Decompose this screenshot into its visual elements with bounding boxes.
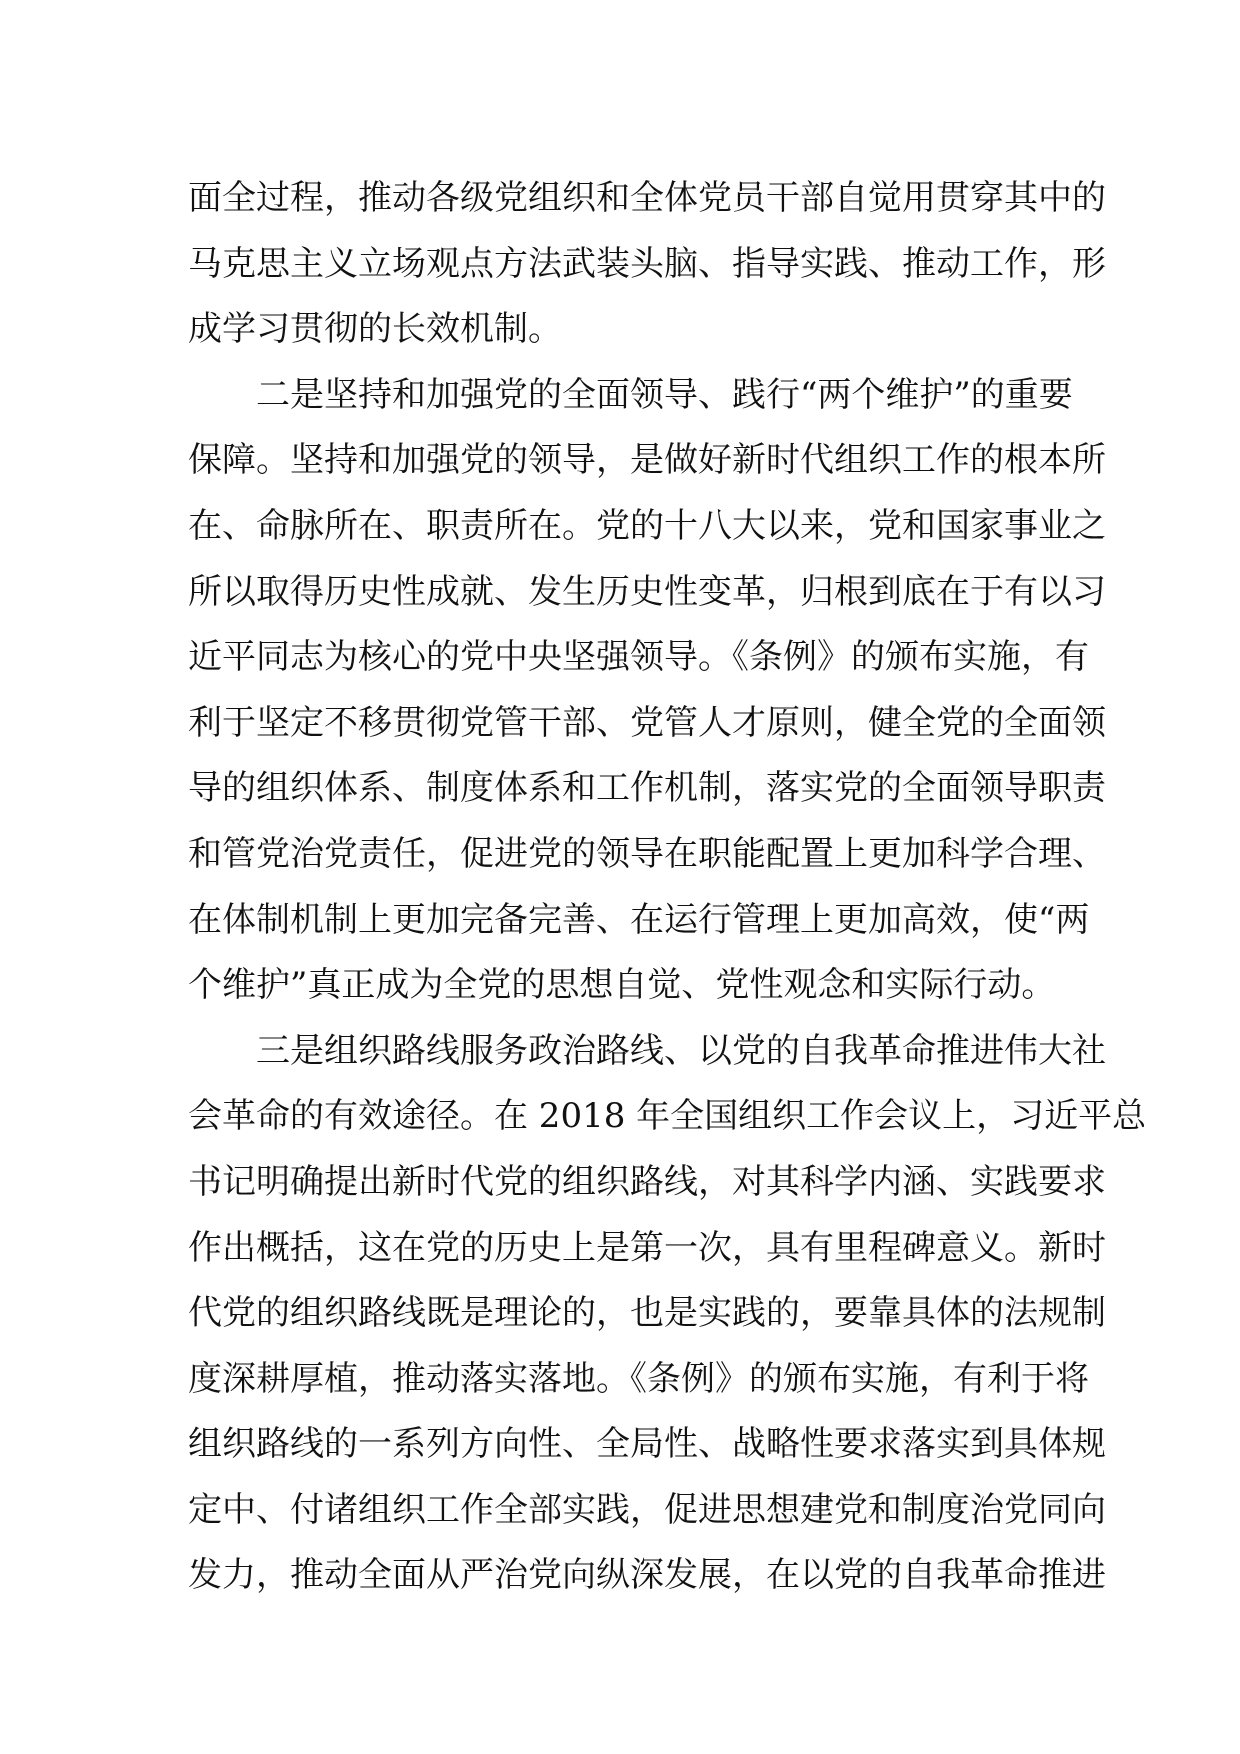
text-line: 会革命的有效途径。在 2018 年全国组织工作会议上，习近平总 [188,1096,1147,1137]
text-line: 代党的组织路线既是理论的，也是实践的，要靠具体的法规制 [188,1293,1106,1334]
text-line: 在、命脉所在、职责所在。党的十八大以来，党和国家事业之 [188,505,1106,546]
text-line: 在体制机制上更加完备完善、在运行管理上更加高效，使“两 [188,899,1090,940]
text-line: 成学习贯彻的长效机制。 [188,309,562,350]
text-line: 马克思主义立场观点方法武装头脑、指导实践、推动工作，形 [188,243,1106,284]
paragraph-first-line: 三是组织路线服务政治路线、以党的自我革命推进伟大社 [256,1030,1106,1071]
text-line: 面全过程，推动各级党组织和全体党员干部自觉用贯穿其中的 [188,178,1106,218]
text-line: 导的组织体系、制度体系和工作机制，落实党的全面领导职责 [188,768,1106,809]
text-line: 定中、付诸组织工作全部实践，促进思想建党和制度治党同向 [188,1489,1106,1530]
text-line: 近平同志为核心的党中央坚强领导。《条例》的颁布实施，有 [188,637,1089,678]
text-line: 保障。坚持和加强党的领导，是做好新时代组织工作的根本所 [188,440,1106,481]
text-line: 度深耕厚植，推动落实落地。《条例》的颁布实施，有利于将 [188,1358,1089,1399]
text-line: 利于坚定不移贯彻党管干部、党管人才原则，健全党的全面领 [188,702,1106,743]
text-line: 作出概括，这在党的历史上是第一次，具有里程碑意义。新时 [188,1227,1106,1268]
paragraph-first-line: 二是坚持和加强党的全面领导、践行“两个维护”的重要 [256,374,1073,415]
text-line: 书记明确提出新时代党的组织路线，对其科学内涵、实践要求 [188,1161,1106,1202]
text-line: 和管党治党责任，促进党的领导在职能配置上更加科学合理、 [188,833,1106,874]
text-line: 发力，推动全面从严治党向纵深发展，在以党的自我革命推进 [188,1555,1106,1596]
text-line: 组织路线的一系列方向性、全局性、战略性要求落实到具体规 [188,1424,1106,1465]
text-line: 所以取得历史性成就、发生历史性变革，归根到底在于有以习 [188,571,1106,612]
text-line: 个维护”真正成为全党的思想自觉、党性观念和实际行动。 [188,965,1056,1006]
document-body-text [188,166,1147,1609]
